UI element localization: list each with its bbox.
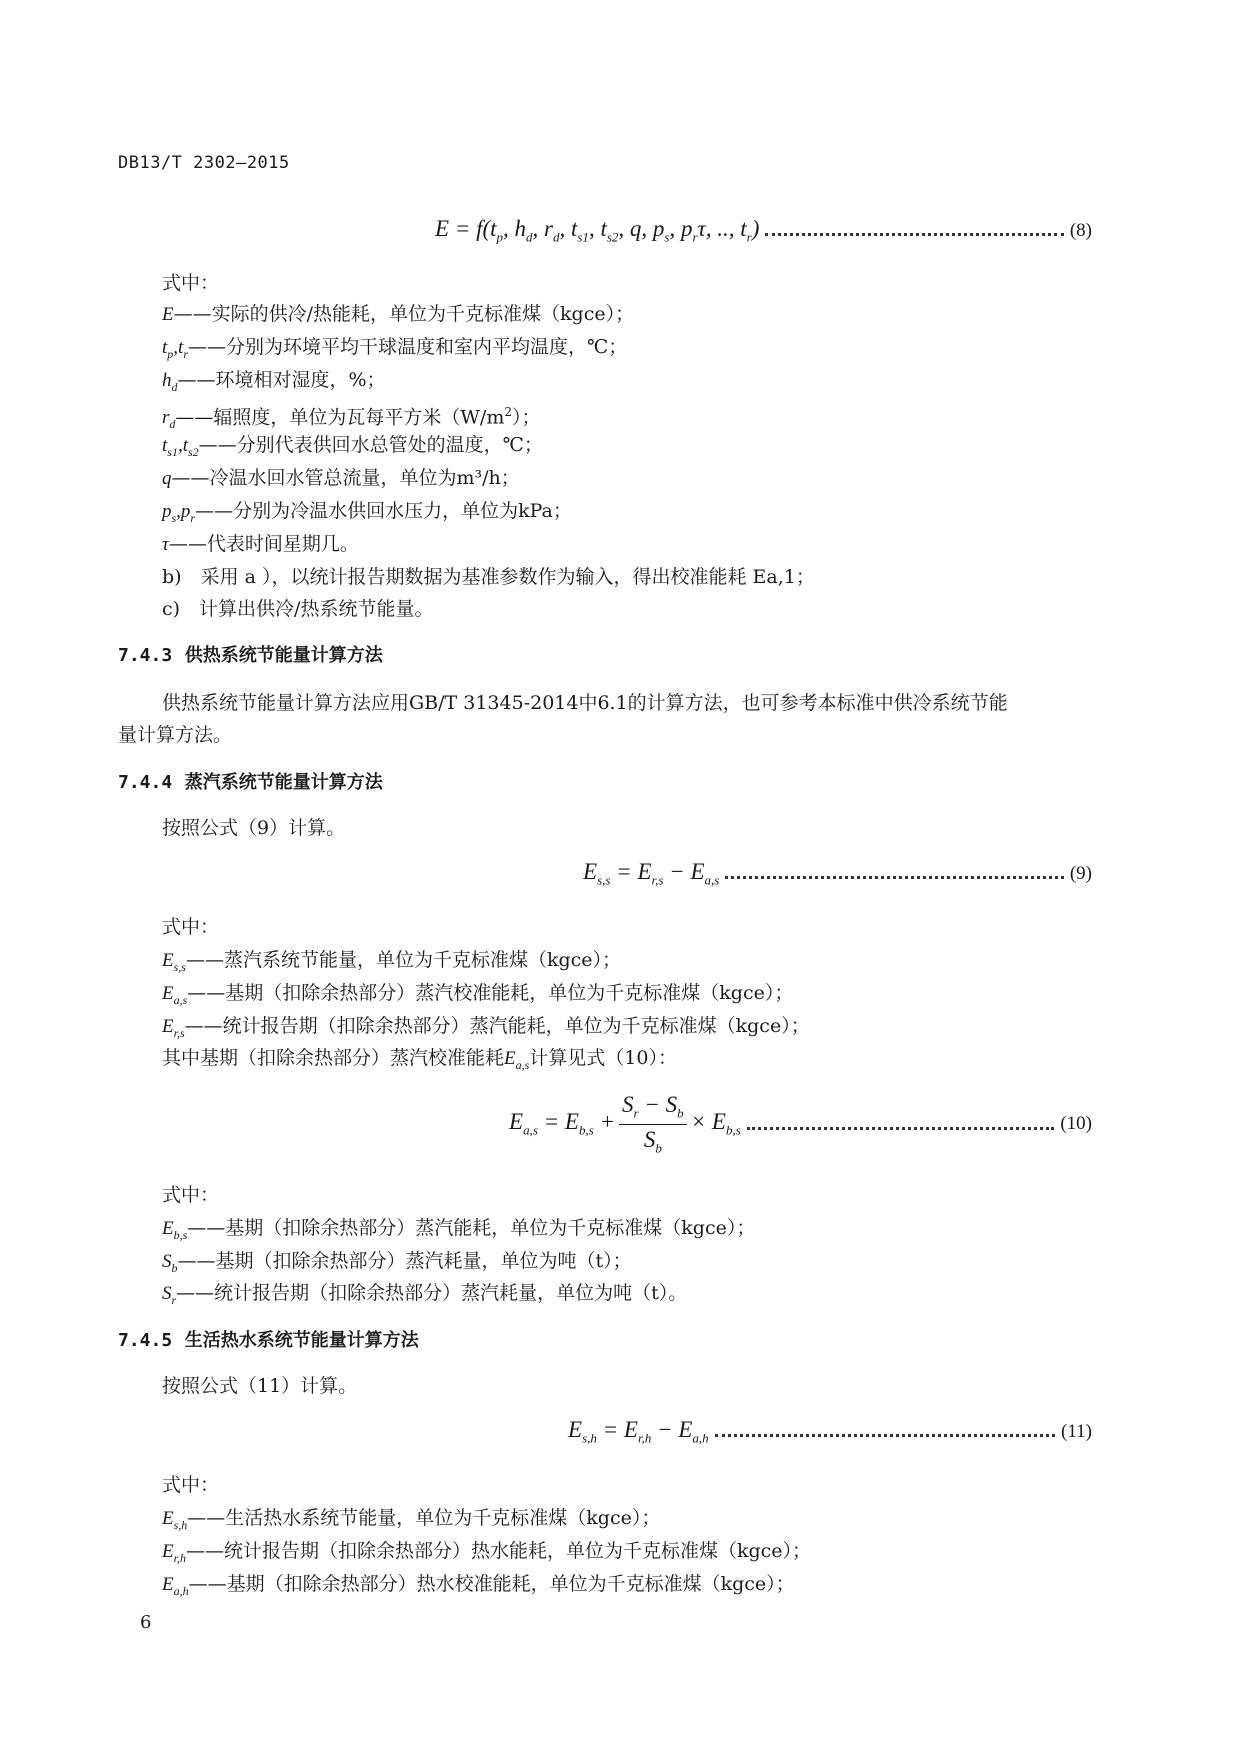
- document-id: DB13/T 2302—2015: [118, 153, 290, 173]
- definition-Eah: $E_{a,h}——$基期（扣除余热部分）热水校准能耗，单位为千克标准煤（kgce）；: [162, 1573, 795, 1598]
- formula-intro: 其中基期（扣除余热部分）蒸汽校准能耗$E_{a,s}$计算见式（10）：: [162, 1047, 677, 1072]
- definition-Eas: $E_{a,s}——$基期（扣除余热部分）蒸汽校准能耗，单位为千克标准煤（kgce）；: [162, 982, 794, 1007]
- definition-ps-pr: $p_s,p_r——$分别为冷温水供回水压力，单位为kPa；: [162, 500, 572, 525]
- definition-Ers: $E_{r,s}——$统计报告期（扣除余热部分）蒸汽能耗，单位为千克标准煤（kgce）；: [162, 1015, 810, 1040]
- eq9-expression: $E_{s,s} = E_{r,s} - E_{a,s}$: [583, 859, 720, 888]
- where-label: 式中：: [162, 1474, 220, 1496]
- eq10-expression: $E_{a,s} = E_{b,s}$ + $\frac{S_r - S_b}{S_b}$ × $E_{b,s}$: [509, 1092, 741, 1156]
- equation-10: [509, 1092, 1092, 1156]
- definition-ts1-ts2: $t_{s1},t_{s2}——$分别代表供回水总管处的温度，℃；: [162, 434, 543, 459]
- section-heading-7-4-4: 7.4.4 蒸汽系统节能量计算方法: [118, 772, 383, 793]
- equation-number: (10): [1060, 1113, 1092, 1135]
- paragraph-line: 量计算方法。: [118, 724, 233, 746]
- definition-Ess: $E_{s,s}——$蒸汽系统节能量，单位为千克标准煤（kgce）；: [162, 949, 622, 974]
- equation-11: [568, 1417, 1092, 1447]
- page-number: 6: [140, 1612, 152, 1633]
- definition-Esh: $E_{s,h}——$生活热水系统节能量，单位为千克标准煤（kgce）；: [162, 1507, 661, 1532]
- eq8-expression: $E = f(t_p$, $h_d$, $r_d$, $t_{s1}$, $t_{s2}$, q, $p_s$, $p_r\tau$, .., $t_r$): [435, 216, 760, 245]
- definition-Sr: $S_r——$统计报告期（扣除余热部分）蒸汽耗量，单位为吨（t）。: [162, 1282, 688, 1307]
- section-heading-7-4-5: 7.4.5 生活热水系统节能量计算方法: [118, 1330, 419, 1351]
- equation-number: (9): [1069, 862, 1092, 884]
- definition-Ebs: $E_{b,s}——$基期（扣除余热部分）蒸汽能耗，单位为千克标准煤（kgce）；: [162, 1217, 756, 1242]
- formula-intro: 按照公式（11）计算。: [162, 1375, 358, 1397]
- fraction: $\frac{S_r - S_b}{S_b}$: [619, 1092, 687, 1156]
- where-label: 式中：: [162, 272, 220, 294]
- equation-number: (8): [1069, 219, 1092, 241]
- equation-9: [583, 859, 1092, 889]
- eq11-expression: $E_{s,h} = E_{r,h} - E_{a,h}$: [568, 1417, 709, 1446]
- section-heading-7-4-3: 7.4.3 供热系统节能量计算方法: [118, 645, 383, 666]
- definition-Erh: $E_{r,h}——$统计报告期（扣除余热部分）热水能耗，单位为千克标准煤（kgce）；: [162, 1540, 812, 1565]
- definition-q: q——冷温水回水管总流量，单位为m³/h；: [162, 467, 520, 489]
- where-label: 式中：: [162, 1184, 220, 1206]
- definition-Sb: $S_b——$基期（扣除余热部分）蒸汽耗量，单位为吨（t）；: [162, 1250, 632, 1275]
- list-item-c: c) 计算出供冷/热系统节能量。: [162, 598, 434, 620]
- leader-dots: [715, 1434, 1055, 1437]
- equation-number: (11): [1061, 1420, 1092, 1442]
- definition-tp-tr: $t_p,t_r——$分别为环境平均干球温度和室内平均温度，℃；: [162, 336, 628, 361]
- leader-dots: [747, 1127, 1055, 1130]
- equation-8: [435, 216, 1092, 246]
- definition-tau: τ——代表时间星期几。: [162, 533, 359, 555]
- definition-E: E——实际的供冷/热能耗，单位为千克标准煤（kgce）；: [162, 303, 635, 325]
- where-label: 式中：: [162, 916, 220, 938]
- definition-rd: $r_d——$辐照度，单位为瓦每平方米$(W/m^2)$；: [162, 405, 541, 432]
- definition-hd: $h_d——$环境相对湿度，%；: [162, 369, 386, 394]
- list-item-b: b) 采用 a ），以统计报告期数据为基准参数作为输入，得出校准能耗 Ea,1；: [162, 566, 815, 588]
- paragraph-line: 供热系统节能量计算方法应用GB/T 31345-2014中6.1的计算方法，也可参考本标准中供冷系统节能: [162, 692, 1008, 714]
- leader-dots: [725, 876, 1064, 879]
- leader-dots: [765, 233, 1063, 236]
- formula-intro: 按照公式（9）计算。: [162, 817, 346, 839]
